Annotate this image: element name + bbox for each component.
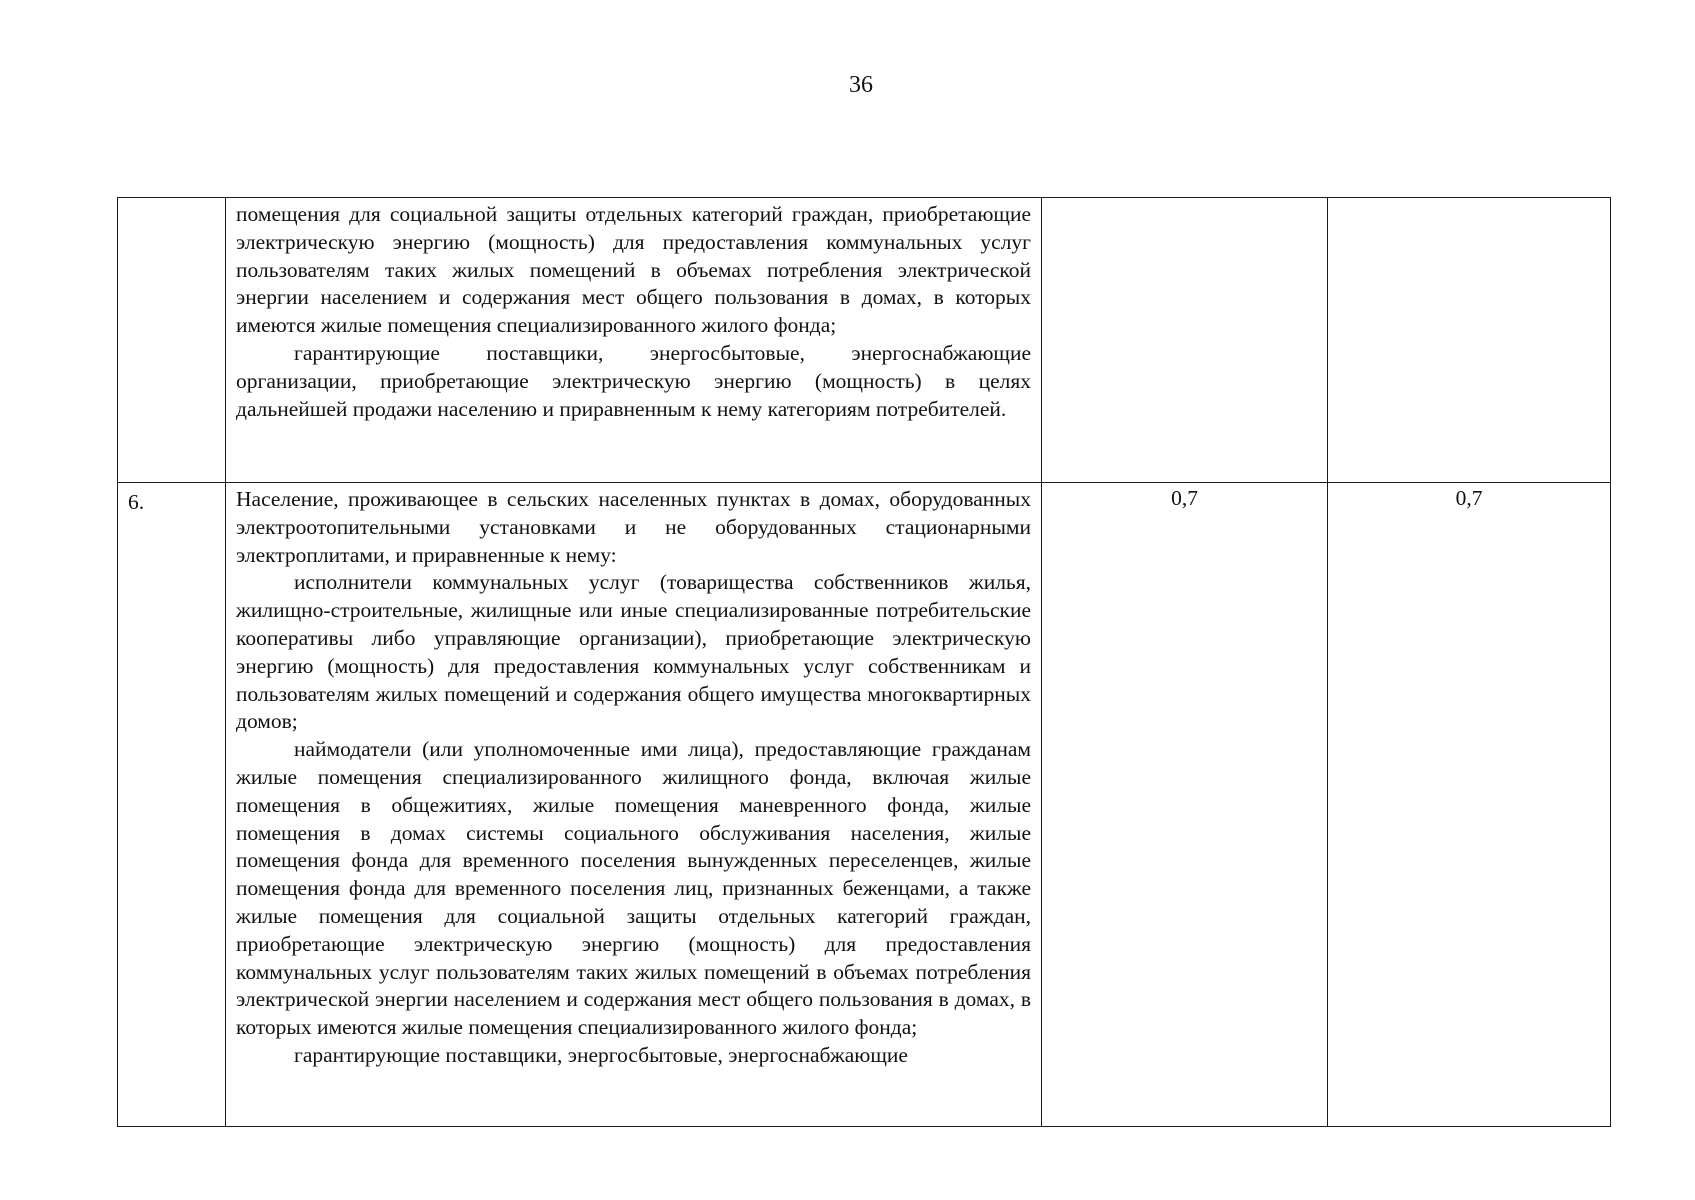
value-cell-second-half [1328, 198, 1611, 483]
row-number-cell [118, 483, 226, 1127]
table-row [118, 483, 1611, 1127]
page-number: 36 [849, 72, 873, 98]
row-description-cell [226, 198, 1042, 483]
value-cell-first-half [1042, 198, 1328, 483]
coefficient-value: 0,7 [1455, 486, 1483, 510]
description-paragraph: гарантирующие поставщики, энергосбытовые, энергоснабжающие [294, 1042, 908, 1067]
description-paragraph: Население, проживающее в сельских населенных пунктах в домах, оборудованных электроотопительными установками и не оборудованных стационарными электроплитами, и приравненные к нему: [236, 487, 1031, 567]
coefficient-value: 0,7 [1171, 486, 1198, 510]
table-row [118, 198, 1611, 483]
value-cell-second-half [1328, 483, 1611, 1127]
description-paragraph: помещения для социальной защиты отдельных категорий граждан, приобретающие электрическую энергию (мощность) для предоставления коммунальных услуг пользователям таких жилых помещений в объемах потребления электрической энергии населением и содержания мест общего пользования в домах, в которых имеются жилые помещения специализированного жилого фонда; [236, 202, 1031, 338]
tariff-table [117, 197, 1611, 1127]
value-cell-first-half [1042, 483, 1328, 1127]
row-number: 6. [128, 490, 145, 514]
description-paragraph: исполнители коммунальных услуг (товарищества собственников жилья, жилищно-строительные, жилищные или иные специализированные потребительские кооперативы либо управляющие организации), приобретающие электрическую энергию (мощность) для предоставления коммунальных услуг собственникам и пользователям жилых помещений и содержания общего имущества многоквартирных домов; [236, 570, 1031, 734]
row-number-cell [118, 198, 226, 483]
description-paragraph: гарантирующие поставщики, энергосбытовые, энергоснабжающие организации, приобретающие электрическую энергию (мощность) в целях дальнейшей продажи населению и приравненным к нему категориям потребителей. [236, 340, 1031, 421]
description-paragraph: наймодатели (или уполномоченные ими лица), предоставляющие гражданам жилые помещения специализированного жилищного фонда, включая жилые помещения в общежитиях, жилые помещения маневренного фонда, жилые помещения в домах системы социального обслуживания населения, жилые помещения фонда для временного поселения вынужденных переселенцев, жилые помещения фонда для временного поселения лиц, признанных беженцами, а также жилые помещения для социальной защиты отдельных категорий граждан, приобретающие электрическую энергию (мощность) для предоставления коммунальных услуг пользователям таких жилых помещений в объемах потребления электрической энергии населением и содержания мест общего пользования в домах, в которых имеются жилые помещения специализированного жилого фонда; [236, 737, 1031, 1040]
row-description-cell [226, 483, 1042, 1127]
